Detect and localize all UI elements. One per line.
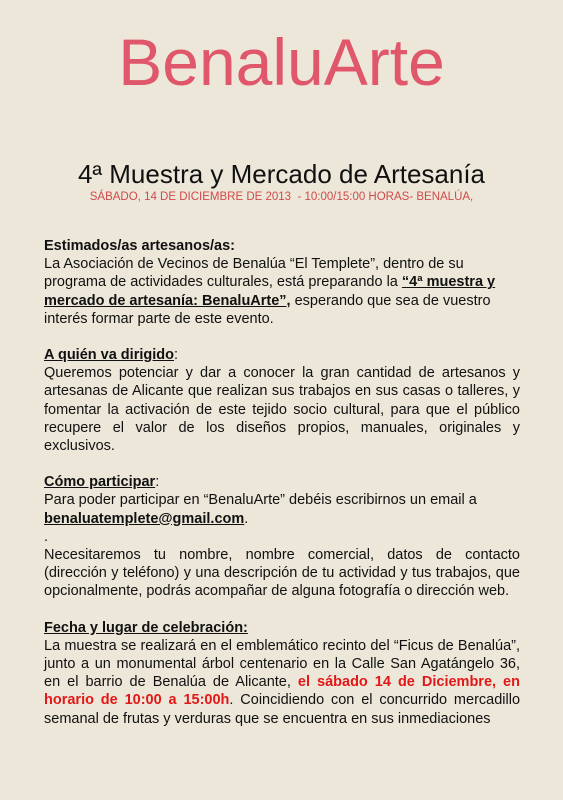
letter-body [44,237,520,728]
intro-section [44,237,520,328]
venue-date-highlight: el sábado 14 de Diciembre, en horario de 10:00 a 15:00h [44,674,520,709]
event-date-line: SÁBADO, 14 DE DICIEMBRE DE 2013 - 10:00/15:00 HORAS- BENALÚA, [89,191,474,203]
participate-requirements: Necesitaremos tu nombre, nombre comercial, datos de contacto (dirección y teléfono) y una descripción de tu actividad y tus trabajos, que opcionalmente, podrás acompañar de alguna fotografía o dirección web. [44,547,520,600]
audience-heading-colon: : [173,347,179,364]
email-link[interactable]: benaluatemplete@gmail.com [44,510,245,527]
venue-text-2: . Coincidiendo con el concurrido mercadillo semanal de frutas y verduras que se encuentra en sus inmediaciones [44,692,521,727]
intro-event-name: “4ª muestra y mercado de artesanía: BenaluArte”, [44,274,496,309]
brand-title: BenaluArte [118,25,445,99]
intro-text-1: La Asociación de Vecinos de Benalúa “El Templete”, dentro de su programa de actividades culturales, está preparando la [44,256,464,291]
venue-text-1: La muestra se realizará en el emblemático recinto del “Ficus de Benalúa”, junto a un monumental árbol centenario en la Calle San Agatángelo 36, en el barrio de Benalúa de Alicante, [44,637,520,691]
event-title: 4ª Muestra y Mercado de Artesanía [77,159,486,189]
audience-text: Queremos potenciar y dar a conocer la gran cantidad de artesanos y artesanas de Alicante que realizan sus trabajos en sus casas o talleres, y fomentar la activación de este tejido socio cultural, para que el público recupere el valor de los diseños propios, manuales, originales y exclusivos. [44,365,520,455]
intro-text-2: esperando que sea de vuestro interés formar parte de este evento. [44,292,491,327]
audience-section [44,346,520,455]
participate-heading: Cómo participar [44,474,156,491]
venue-section [44,619,520,728]
email-period: . [244,510,249,527]
participate-heading-colon: : [155,474,160,491]
participate-text-1: Para poder participar en “BenaluArte” debéis escribirnos un email a [44,492,477,509]
intro-heading: Estimados/as artesanos/as: [44,238,236,254]
participate-section [44,473,520,528]
venue-heading: Fecha y lugar de celebración: [44,619,248,636]
separator-dot: . [44,528,49,545]
audience-heading: A quién va dirigido [44,347,174,364]
